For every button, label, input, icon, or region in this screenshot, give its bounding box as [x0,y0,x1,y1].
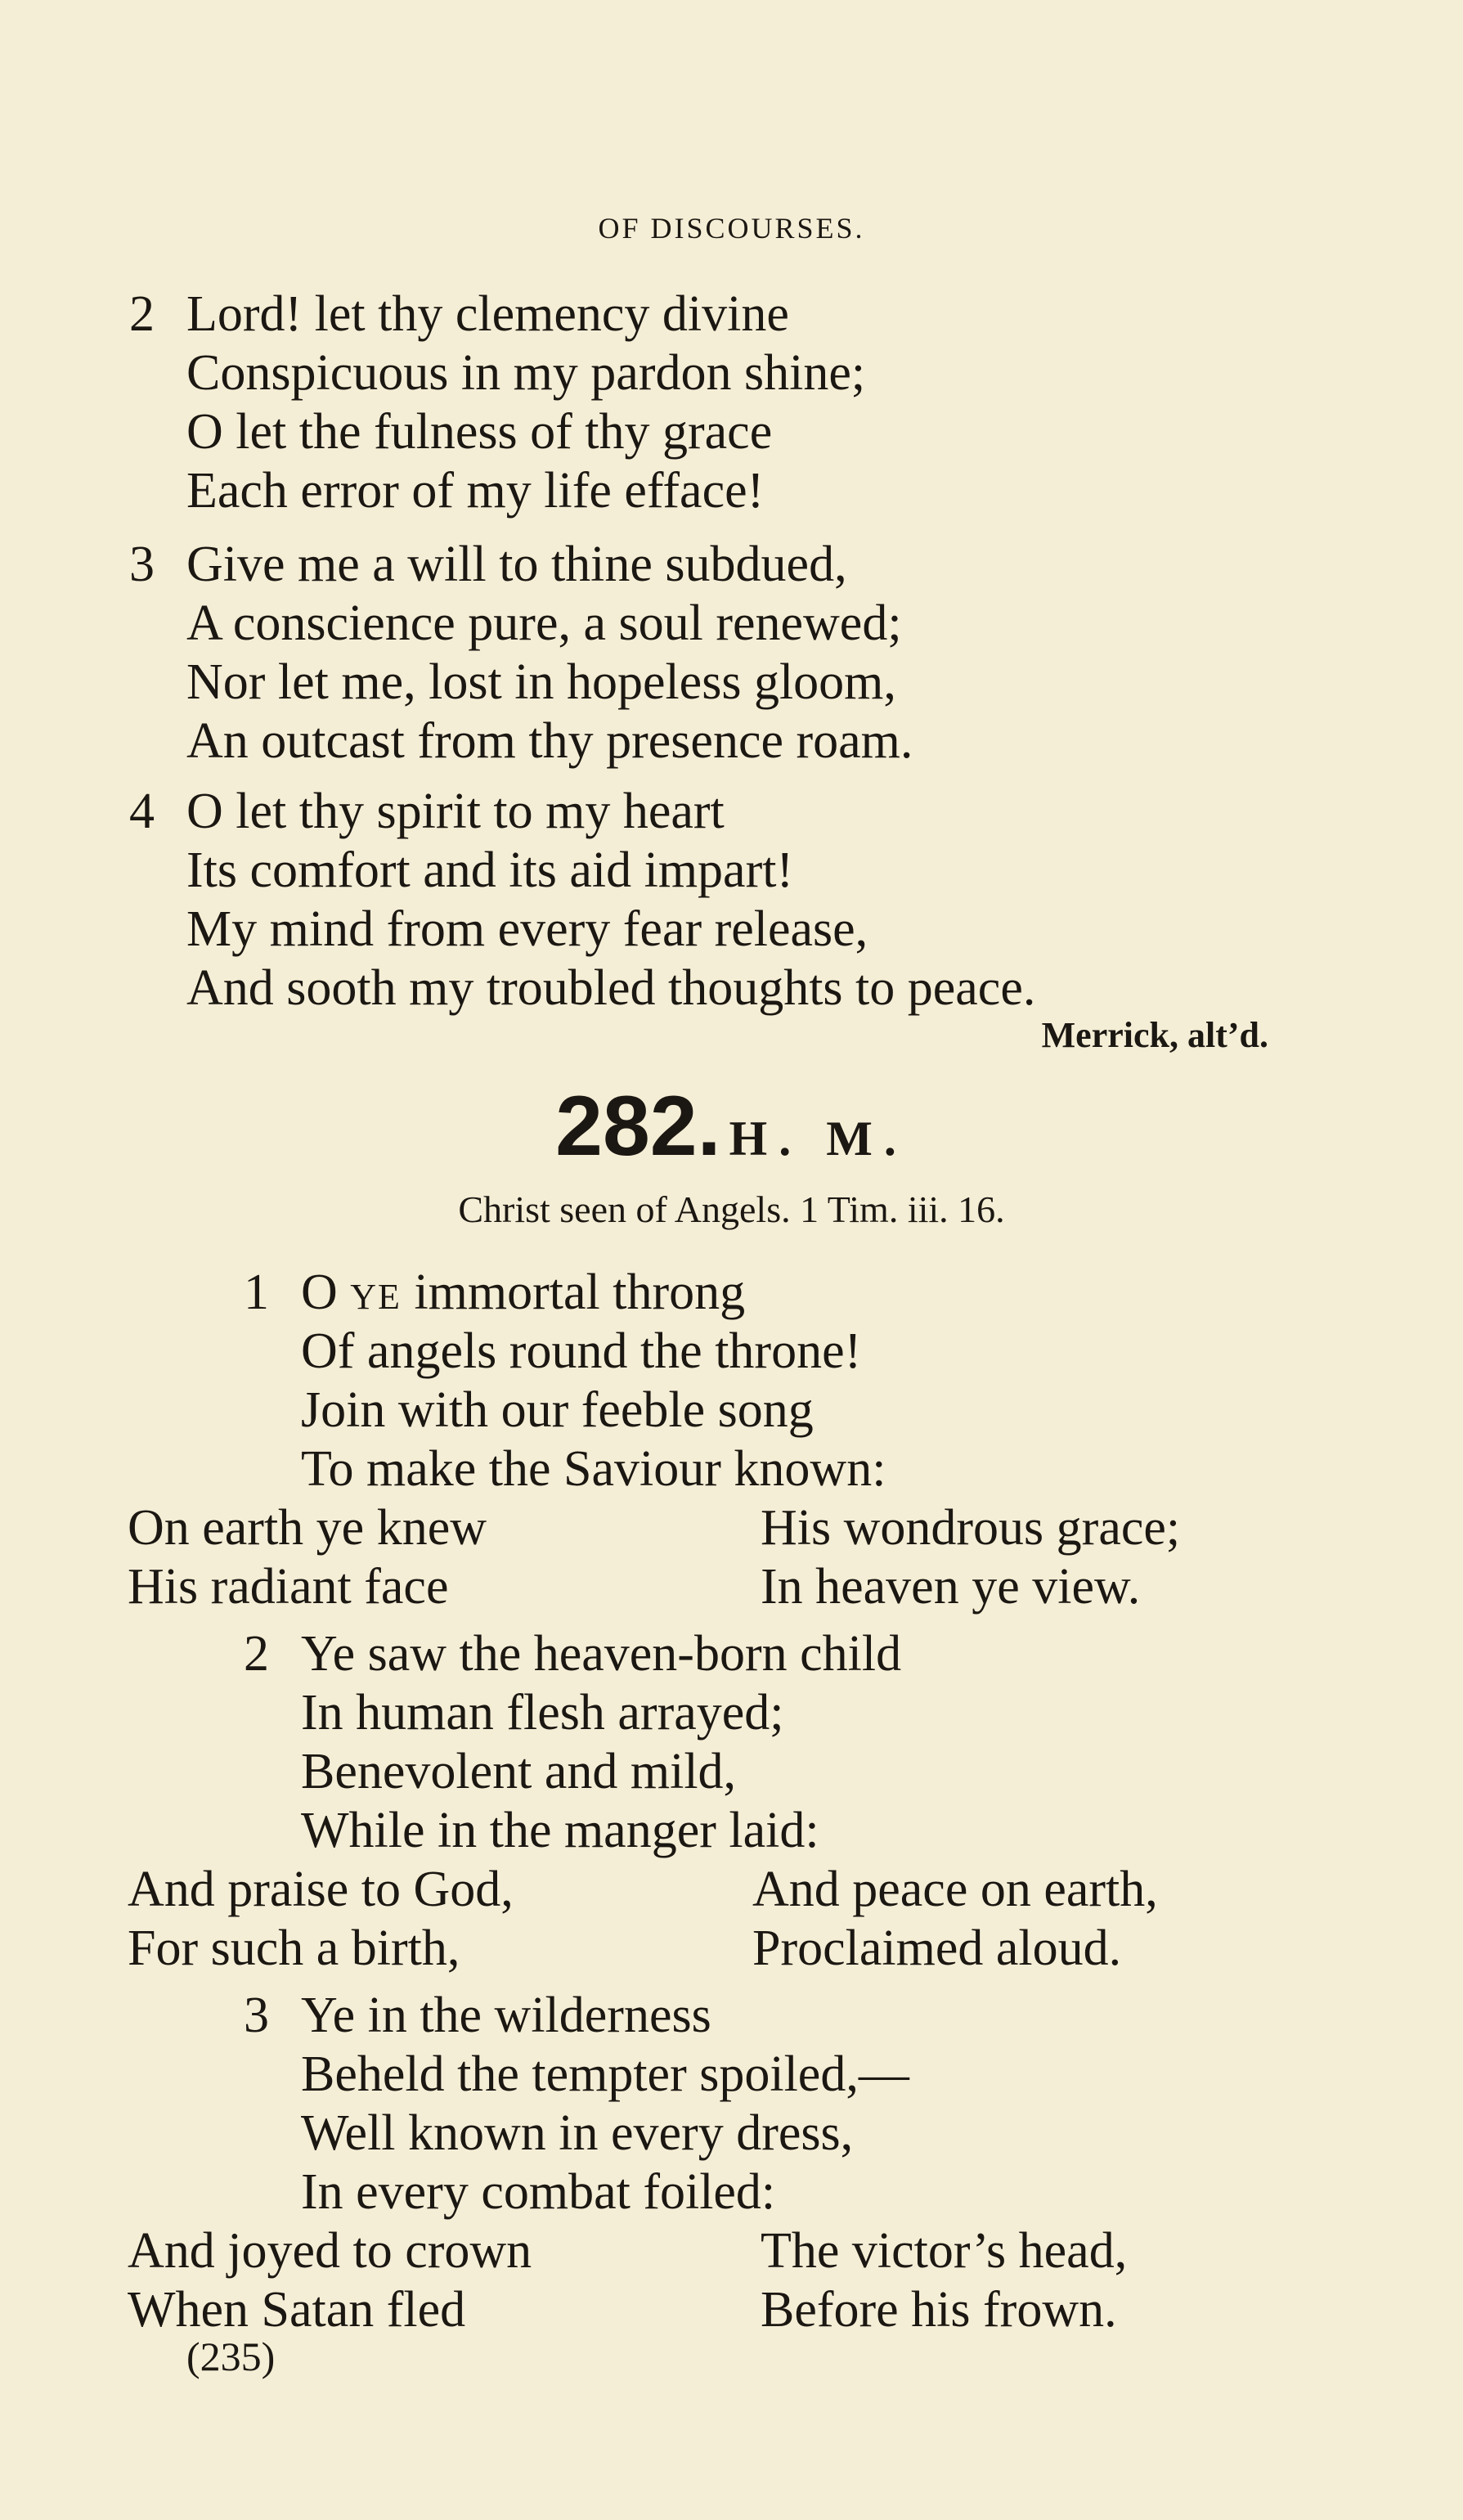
verse-first-line [301,1263,745,1327]
verse-line: An outcast from thy presence roam. [186,713,913,769]
verse-number: 4 [129,784,155,839]
verse-number: 1 [244,1264,269,1320]
verse-line: In every combat foiled: [301,2164,776,2220]
couplet-right: The victor’s head, [761,2223,1128,2279]
verse-line: Nor let me, lost in hopeless gloom, [186,654,896,710]
verse-line: Ye in the wilderness [301,1988,711,2043]
couplet-left: On earth ye knew [128,1500,487,1556]
verse-line: To make the Saviour known: [301,1441,886,1497]
couplet-left: And praise to God, [128,1862,514,1917]
verse-number: 2 [244,1626,269,1682]
hymn-heading [0,1078,1463,1175]
verse-line: O let the fulness of thy grace [186,404,773,460]
couplet-left: For such a birth, [128,1920,460,1976]
couplet-right: In heaven ye view. [761,1559,1141,1615]
verse-line: Benevolent and mild, [301,1744,737,1799]
verse-line: Conspicuous in my pardon shine; [186,345,866,401]
verse-line: And sooth my troubled thoughts to peace. [186,960,1036,1016]
verse-line: Each error of my life efface! [186,463,765,519]
verse-line: Ye saw the heaven-born child [301,1626,902,1682]
verse-line: A conscience pure, a soul renewed; [186,595,902,651]
couplet-right: Proclaimed aloud. [752,1920,1122,1976]
hymn-number: 282. [555,1079,721,1174]
verse-line: While in the manger laid: [301,1803,819,1858]
verse-line: Beheld the tempter spoiled,— [301,2046,909,2102]
verse-number: 3 [244,1988,269,2043]
verse-line: In human flesh arrayed; [301,1685,784,1741]
first-word: O [301,1264,338,1320]
couplet-right: His wondrous grace; [761,1500,1181,1556]
attribution: Merrick, alt’d. [1041,1015,1268,1055]
first-line-rest: immortal throng [414,1264,746,1320]
verse-line: My mind from every fear release, [186,901,868,957]
couplet-left: When Satan fled [128,2282,466,2338]
verse-line: Lord! let thy clemency divine [186,286,789,342]
verse-line: O let thy spirit to my heart [186,784,725,839]
couplet-left: And joyed to crown [128,2223,532,2279]
first-word-smallcaps: YE [350,1277,402,1317]
verse-line: Its comfort and its aid impart! [186,842,794,898]
verse-line: Of angels round the throne! [301,1323,862,1379]
verse-number: 3 [129,537,155,592]
running-head: OF DISCOURSES. [598,212,865,245]
couplet-right: And peace on earth, [752,1862,1158,1917]
couplet-left: His radiant face [128,1559,449,1615]
verse-line: Join with our feeble song [301,1382,814,1438]
verse-number: 2 [129,286,155,342]
hymn-meter: H. M. [729,1112,908,1166]
page-number: (235) [186,2334,276,2379]
verse-line: Give me a will to thine subdued, [186,537,847,592]
couplet-right: Before his frown. [761,2282,1117,2338]
hymn-title: Christ seen of Angels. 1 Tim. iii. 16. [458,1188,1005,1230]
verse-line: Well known in every dress, [301,2105,854,2161]
